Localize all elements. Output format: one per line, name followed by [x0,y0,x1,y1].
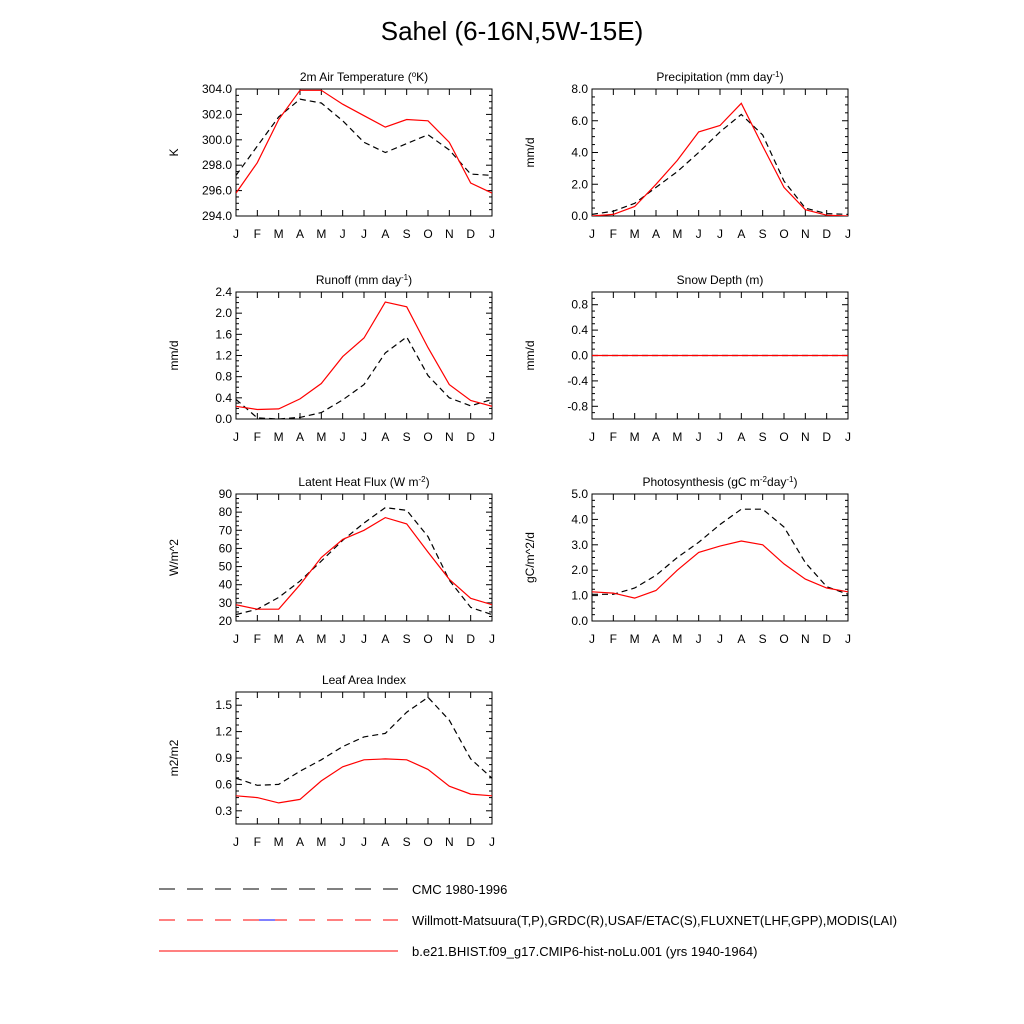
series-line-model [236,90,492,193]
x-tick-label: D [466,632,476,646]
x-tick-label: A [381,835,390,849]
x-tick-label: M [629,227,640,241]
x-tick-label: J [717,430,723,444]
y-axis-label: mm/d [523,340,537,371]
chart-panel [523,475,851,647]
plot-frame [236,292,492,419]
x-tick-label: S [758,227,767,241]
y-axis-label: K [167,148,181,157]
x-tick-label: J [589,632,595,646]
x-tick-label: M [316,430,327,444]
x-tick-label: D [822,227,832,241]
x-tick-label: M [316,632,327,646]
chart-panel [523,273,851,444]
x-tick-label: O [423,227,433,241]
x-tick-label: M [273,632,284,646]
panel-title: Precipitation (mm day$^{-1}$) [656,69,784,84]
x-tick-label: J [845,632,851,646]
x-tick-label: M [316,227,327,241]
y-tick-label: 2.0 [571,177,588,192]
x-tick-label: A [381,430,390,444]
y-tick-label: 0.6 [215,777,232,792]
plot-frame [592,89,848,216]
y-tick-label: 40 [218,577,232,592]
chart-panel [167,70,495,242]
y-tick-label: -0.8 [567,399,588,414]
x-tick-label: O [779,632,789,646]
x-tick-label: J [695,632,702,646]
x-tick-label: J [695,227,702,241]
x-tick-label: J [717,632,723,646]
x-tick-label: A [295,632,305,646]
x-tick-label: D [466,835,476,849]
x-tick-label: J [339,430,346,444]
x-tick-label: A [737,430,746,444]
x-tick-label: M [672,227,683,241]
chart-panel [523,70,851,242]
y-tick-label: 4.0 [571,145,588,160]
x-tick-label: D [466,227,476,241]
x-tick-label: S [758,632,767,646]
y-tick-label: 70 [218,523,232,538]
series-line-cmc [592,114,848,214]
y-tick-label: 90 [218,487,232,501]
y-tick-label: 1.2 [215,724,232,739]
y-axis-label: mm/d [167,340,181,371]
x-tick-label: F [609,227,618,241]
y-tick-label: 1.0 [571,588,588,603]
x-tick-label: O [779,227,789,241]
x-tick-label: A [737,227,746,241]
y-tick-label: 1.2 [215,348,232,363]
x-tick-label: F [253,835,262,849]
x-tick-label: J [361,430,367,444]
x-tick-label: J [233,835,239,849]
legend-item [159,882,507,897]
y-tick-label: 296.0 [201,183,232,198]
x-tick-label: J [233,430,239,444]
y-tick-label: 3.0 [571,537,588,552]
chart-panel [167,273,495,445]
y-tick-label: 4.0 [571,512,588,527]
x-tick-label: O [423,430,433,444]
panel-title: Photosynthesis (gC $m^{-2}day^{-1}$) [642,474,798,489]
plot-frame [236,89,492,216]
series-line-cmc [236,99,492,175]
y-tick-label: 0.8 [571,297,588,312]
x-tick-label: M [273,227,284,241]
plot-frame [236,692,492,824]
y-tick-label: 80 [218,505,232,520]
x-tick-label: A [651,430,661,444]
x-tick-label: M [672,430,683,444]
x-tick-label: A [381,227,390,241]
y-tick-label: 1.5 [215,698,232,713]
plot-frame [236,494,492,621]
x-tick-label: J [361,632,367,646]
y-tick-label: 6.0 [571,113,588,128]
x-tick-label: F [253,632,262,646]
x-tick-label: A [295,835,305,849]
x-tick-label: F [253,227,262,241]
y-tick-label: 50 [218,559,232,574]
y-tick-label: 5.0 [571,487,588,501]
x-tick-label: N [444,632,454,646]
y-axis-label: W/m^2 [167,539,181,576]
y-tick-label: -0.4 [567,373,588,388]
x-tick-label: D [822,632,832,646]
series-line-model [236,518,492,610]
page-title: Sahel (6-16N,5W-15E) [380,16,644,46]
x-tick-label: J [695,430,702,444]
y-tick-label: 0.8 [215,369,232,384]
y-tick-label: 2.0 [215,306,232,321]
y-tick-label: 0.4 [215,390,232,405]
x-tick-label: J [339,835,346,849]
series-line-model [236,759,492,803]
y-tick-label: 294.0 [201,209,232,223]
x-tick-label: S [758,430,767,444]
series-line-cmc [236,508,492,615]
series-line-cmc [236,697,492,785]
legend-item [159,913,897,928]
x-tick-label: M [672,632,683,646]
x-tick-label: A [295,227,305,241]
x-tick-label: O [779,430,789,444]
x-tick-label: J [489,227,495,241]
y-tick-label: 8.0 [571,82,588,96]
y-axis-label: mm/d [523,137,537,168]
x-tick-label: S [402,227,411,241]
x-tick-label: J [589,227,595,241]
y-tick-label: 0.4 [571,323,588,338]
x-tick-label: F [609,632,618,646]
x-tick-label: A [295,430,305,444]
plot-frame [592,494,848,621]
y-tick-label: 298.0 [201,158,232,173]
y-tick-label: 1.6 [215,327,232,342]
x-tick-label: D [822,430,832,444]
y-tick-label: 60 [218,541,232,556]
y-tick-label: 2.0 [571,563,588,578]
x-tick-label: M [629,632,640,646]
x-tick-label: A [651,632,661,646]
x-tick-label: J [717,227,723,241]
y-tick-label: 302.0 [201,107,232,122]
x-tick-label: J [339,632,346,646]
y-tick-label: 20 [218,614,232,628]
panel-title: Snow Depth (m) [676,273,764,287]
y-axis-label: m2/m2 [167,739,181,777]
x-tick-label: F [253,430,262,444]
x-tick-label: S [402,430,411,444]
y-tick-label: 0.3 [215,803,232,818]
x-tick-label: N [800,430,810,444]
panel-title: Leaf Area Index [321,673,407,687]
x-tick-label: A [381,632,390,646]
x-tick-label: J [845,430,851,444]
y-tick-label: 2.4 [215,285,232,299]
panel-title: Runoff (mm day$^{-1}$) [315,272,413,287]
x-tick-label: N [800,632,810,646]
y-tick-label: 0.0 [571,209,588,223]
x-tick-label: A [651,227,661,241]
x-tick-label: J [361,835,367,849]
x-tick-label: J [489,835,495,849]
legend-label: b.e21.BHIST.f09_g17.CMIP6-hist-noLu.001 (yrs 1940-1964) [412,944,758,959]
chart-panel [167,475,495,647]
x-tick-label: J [361,227,367,241]
x-tick-label: J [233,632,239,646]
x-tick-label: S [402,835,411,849]
series-line-model [236,302,492,409]
y-tick-label: 0.9 [215,751,232,765]
x-tick-label: M [629,430,640,444]
x-tick-label: J [589,430,595,444]
x-tick-label: J [845,227,851,241]
x-tick-label: N [444,430,454,444]
x-tick-label: F [609,430,618,444]
x-tick-label: M [273,430,284,444]
series-line-model [592,541,848,598]
y-tick-label: 300.0 [201,132,232,147]
x-tick-label: J [489,632,495,646]
panel-title: 2m Air Temperature ($^o$K) [299,69,429,84]
y-tick-label: 30 [218,595,232,610]
x-tick-label: M [273,835,284,849]
legend-label: CMC 1980-1996 [412,882,508,897]
x-tick-label: O [423,632,433,646]
y-tick-label: 0.0 [215,412,232,426]
x-tick-label: A [737,632,746,646]
chart-panel [167,673,495,849]
x-tick-label: N [800,227,810,241]
legend-item [159,944,757,959]
y-tick-label: 0.0 [571,348,588,363]
x-tick-label: M [316,835,327,849]
x-tick-label: J [233,227,239,241]
x-tick-label: N [444,227,454,241]
series-line-cmc [236,337,492,419]
x-tick-label: S [402,632,411,646]
x-tick-label: D [466,430,476,444]
y-axis-label: gC/m^2/d [523,532,537,583]
y-tick-label: 304.0 [201,82,232,96]
x-tick-label: J [489,430,495,444]
x-tick-label: O [423,835,433,849]
legend-label: Willmott-Matsuura(T,P),GRDC(R),USAF/ETAC(S),FLUXNET(LHF,GPP),MODIS(LAI) [412,913,898,928]
x-tick-label: N [444,835,454,849]
y-tick-label: 0.0 [571,614,588,628]
panel-title: Latent Heat Flux (W $m^{-2}$) [298,474,430,489]
x-tick-label: J [339,227,346,241]
series-line-model [592,103,848,216]
